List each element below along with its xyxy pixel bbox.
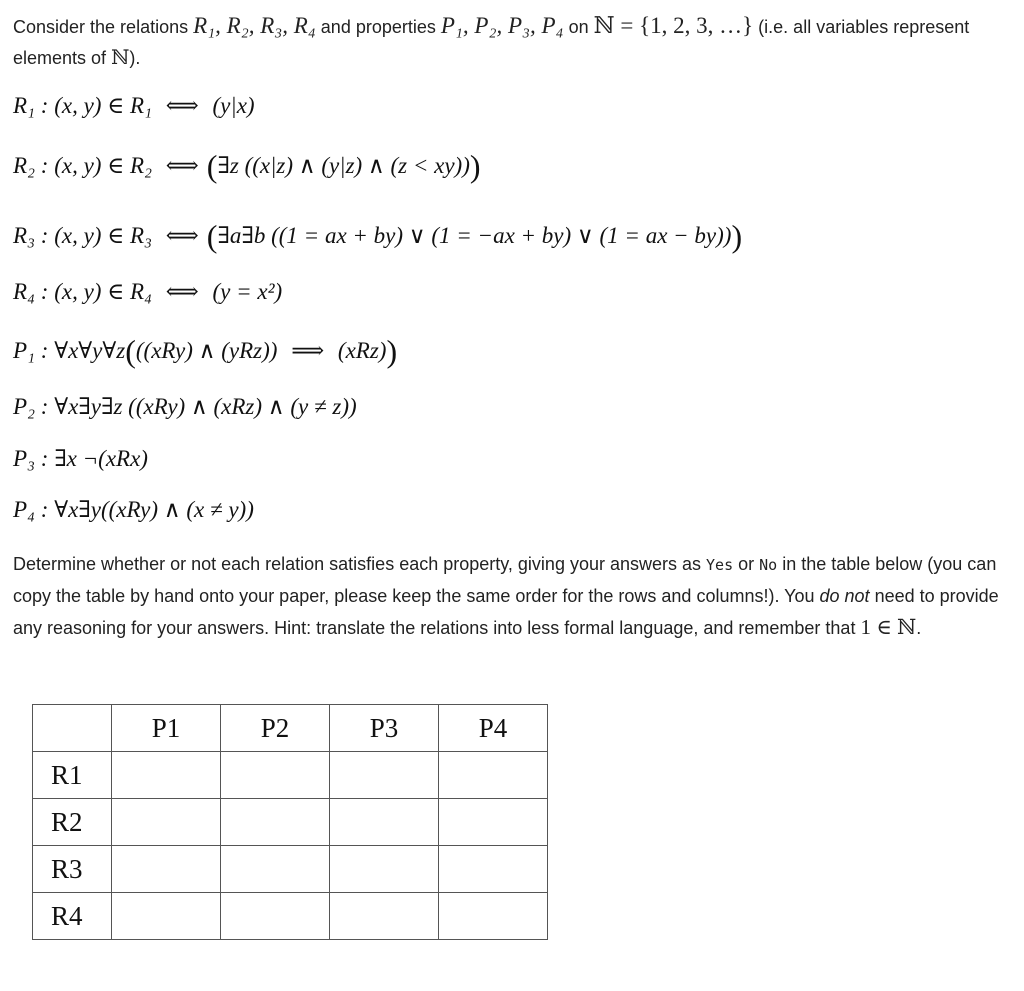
iff-symbol: ⟺	[165, 223, 199, 248]
r4-rhs: (y = x²)	[212, 279, 283, 304]
p3-formula: P₃ : ∃x ¬(xRx)	[13, 446, 148, 471]
p1-lhs: P₁ : ∀x∀y∀z	[13, 338, 126, 363]
properties-math: P₁, P₂, P₃, P₄	[440, 13, 564, 38]
iff-symbol: ⟺	[165, 93, 199, 118]
intro-text: Consider the relations	[13, 17, 194, 37]
iff-symbol: ⟺	[165, 279, 199, 304]
column-header: P2	[221, 705, 330, 752]
r2-rhs: ∃z ((x|z) ∧ (y|z) ∧ (z < xy))	[217, 153, 470, 178]
r1-lhs: R₁ : (x, y) ∈ R₁	[13, 93, 153, 118]
def-p4	[13, 497, 254, 523]
r1-rhs: (y|x)	[212, 93, 255, 118]
row-header: R3	[33, 846, 112, 893]
column-header: P4	[439, 705, 548, 752]
p1-conclusion: (xRz)	[337, 338, 387, 363]
r4-lhs: R₄ : (x, y) ∈ R₄	[13, 279, 153, 304]
def-p3	[13, 446, 148, 472]
instructions-text-2: in the table below (you can copy the table by hand onto your paper, please keep the same order for the rows and columns!). You	[13, 554, 997, 606]
answer-cell	[112, 752, 221, 799]
def-p2	[13, 394, 357, 420]
big-paren-open: (	[206, 218, 218, 254]
answer-cell	[439, 846, 548, 893]
column-header: P1	[112, 705, 221, 752]
table-corner-cell	[33, 705, 112, 752]
answer-cell	[112, 846, 221, 893]
r3-rhs: ∃a∃b ((1 = ax + by) ∨ (1 = −ax + by) ∨ (1 = ax − by))	[217, 223, 732, 248]
table-row	[33, 752, 548, 799]
instructions-text-3: need to provide any reasoning for your answers. Hint: translate the relations into less formal language, and remember that	[13, 586, 999, 638]
intro-text-3: on	[563, 17, 594, 37]
big-paren-open: (	[206, 148, 218, 184]
def-r4	[13, 279, 282, 305]
big-paren-open: (	[125, 333, 136, 369]
intro-text-end: ).	[129, 48, 141, 68]
p1-premise: ((xRy) ∧ (yRz))	[135, 338, 278, 363]
p4-formula: P₄ : ∀x∃y((xRy) ∧ (x ≠ y))	[13, 497, 254, 522]
emphasis-do-not: do not	[819, 586, 870, 606]
answer-cell	[439, 799, 548, 846]
intro-paragraph	[13, 10, 1018, 74]
r2-lhs: R₂ : (x, y) ∈ R₂	[13, 153, 153, 178]
no-code: No	[759, 556, 778, 574]
row-header: R1	[33, 752, 112, 799]
relations-math: R₁, R₂, R₃, R₄	[193, 13, 316, 38]
naturals-symbol: ℕ	[111, 47, 130, 69]
iff-symbol: ⟺	[165, 153, 199, 178]
def-r1	[13, 93, 255, 119]
naturals-set-math: ℕ = {1, 2, 3, …}	[593, 13, 754, 38]
answer-cell	[221, 752, 330, 799]
r3-lhs: R₃ : (x, y) ∈ R₃	[13, 223, 153, 248]
def-p1	[13, 333, 397, 370]
table-header-row	[33, 705, 548, 752]
row-header: R4	[33, 893, 112, 940]
answer-cell	[330, 799, 439, 846]
row-header: R2	[33, 799, 112, 846]
answer-cell	[221, 846, 330, 893]
answer-cell	[221, 799, 330, 846]
instructions-text: Determine whether or not each relation satisfies each property, giving your answers as	[13, 554, 707, 574]
table-row	[33, 799, 548, 846]
answer-cell	[330, 893, 439, 940]
intro-text-4: (i.e. all variables represent elements of	[13, 17, 970, 68]
big-paren-close: )	[386, 333, 398, 369]
answer-cell	[439, 752, 548, 799]
answer-cell	[112, 893, 221, 940]
def-r3	[13, 218, 742, 255]
table-row	[33, 846, 548, 893]
def-r2	[13, 148, 481, 185]
hint-math: 1 ∈ ℕ	[860, 615, 917, 639]
answer-cell	[330, 846, 439, 893]
instructions-or: or	[733, 554, 760, 574]
answer-cell	[112, 799, 221, 846]
column-header: P3	[330, 705, 439, 752]
intro-text-2: and properties	[315, 17, 441, 37]
answer-table	[32, 704, 548, 940]
answer-cell	[221, 893, 330, 940]
instructions-paragraph	[13, 549, 1018, 644]
instructions-end: .	[916, 618, 922, 638]
big-paren-close: )	[731, 218, 743, 254]
p2-formula: P₂ : ∀x∃y∃z ((xRy) ∧ (xRz) ∧ (y ≠ z))	[13, 394, 357, 419]
big-paren-close: )	[469, 148, 481, 184]
yes-code: Yes	[706, 556, 734, 574]
table-row	[33, 893, 548, 940]
implies-symbol: ⟹	[291, 338, 325, 363]
answer-cell	[330, 752, 439, 799]
answer-cell	[439, 893, 548, 940]
